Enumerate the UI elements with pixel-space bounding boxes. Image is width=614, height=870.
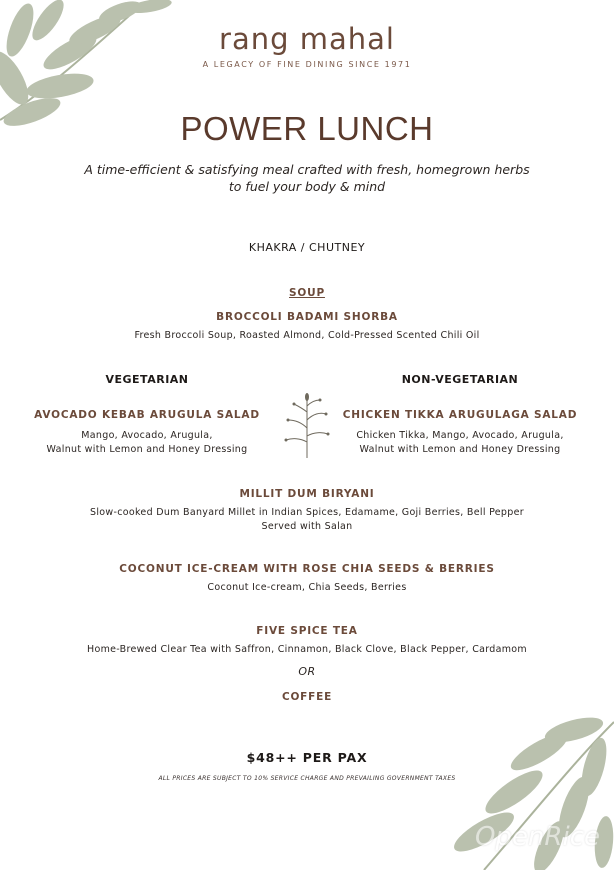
non-vegetarian-description (340, 429, 580, 457)
herb-sprig-icon (280, 392, 334, 460)
tea-dish: FIVE SPICE TEA (256, 625, 358, 637)
starter-item: KHAKRA / CHUTNEY (248, 241, 366, 254)
main-description (0, 506, 614, 534)
brand-tagline: A LEGACY OF FINE DINING SINCE 1971 (202, 60, 412, 69)
vegetarian-desc-line2: Walnut with Lemon and Honey Dressing (46, 444, 248, 455)
dessert-description: Coconut Ice-cream, Chia Seeds, Berries (207, 582, 407, 593)
price-fine-print: ALL PRICES ARE SUBJECT TO 10% SERVICE CHARGE AND PREVAILING GOVERNMENT TAXES (158, 775, 456, 782)
non-vegetarian-column (340, 373, 580, 457)
vegetarian-heading: VEGETARIAN (105, 373, 189, 386)
main-desc-line2: Served with Salan (261, 521, 353, 532)
tea-description: Home-Brewed Clear Tea with Saffron, Cinnamon, Black Clove, Black Pepper, Cardamom (87, 644, 527, 655)
menu-subtitle (0, 161, 614, 195)
non-vegetarian-dish: CHICKEN TIKKA ARUGULAGA SALAD (342, 409, 578, 421)
soup-heading: SOUP (289, 287, 325, 299)
non-vegetarian-desc-line1: Chicken Tikka, Mango, Avocado, Arugula, (356, 430, 564, 441)
or-label: OR (298, 665, 316, 678)
soup-dish: BROCCOLI BADAMI SHORBA (216, 311, 398, 323)
vegetarian-description (27, 429, 267, 457)
vegetarian-dish: AVOCADO KEBAB ARUGULA SALAD (34, 409, 260, 421)
menu-subtitle-line2: to fuel your body & mind (228, 179, 386, 194)
menu-title: POWER LUNCH (180, 110, 434, 147)
price-label: $48++ PER PAX (246, 750, 368, 765)
main-desc-line1: Slow-cooked Dum Banyard Millet in Indian Spices, Edamame, Goji Berries, Bell Pepper (90, 507, 524, 518)
vegetarian-desc-line1: Mango, Avocado, Arugula, (81, 430, 213, 441)
non-vegetarian-heading: NON-VEGETARIAN (401, 373, 519, 386)
vegetarian-column (27, 373, 267, 457)
coffee-dish: COFFEE (281, 691, 333, 703)
openrice-watermark: OpenRice (474, 822, 600, 852)
menu-subtitle-line1: A time-efficient & satisfying meal crafted with fresh, homegrown herbs (84, 162, 530, 177)
main-dish: MILLIT DUM BIRYANI (239, 488, 375, 500)
dessert-dish: COCONUT ICE-CREAM WITH ROSE CHIA SEEDS & BERRIES (119, 563, 495, 575)
brand-logo: rang mahal (219, 22, 395, 56)
non-vegetarian-desc-line2: Walnut with Lemon and Honey Dressing (359, 444, 561, 455)
soup-description: Fresh Broccoli Soup, Roasted Almond, Cold-Pressed Scented Chili Oil (134, 330, 480, 341)
